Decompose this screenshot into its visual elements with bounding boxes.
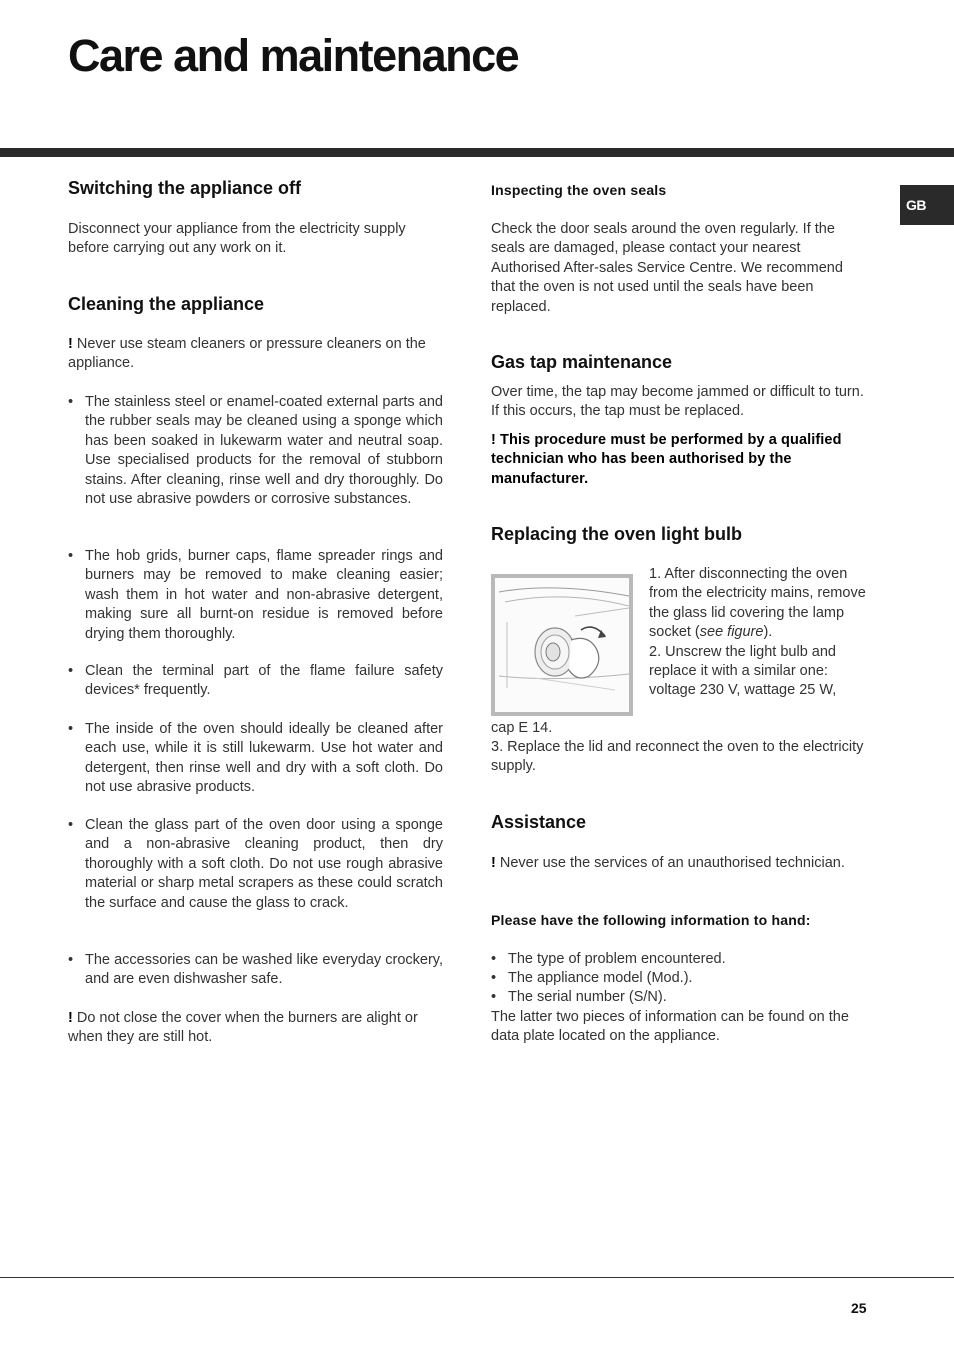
bulb-step-1: 1. After disconnecting the oven from the electricity mains, remove the glass lid covering the lamp socket (see figure).: [649, 566, 866, 641]
oven-lamp-figure: [491, 574, 633, 716]
info-heading: Please have the following information to hand:: [491, 912, 811, 928]
gas-tap-heading: Gas tap maintenance: [491, 352, 673, 372]
assistance-closing: The latter two pieces of information can be found on the data plate located on the appliance.: [491, 1009, 849, 1045]
seals-text: Check the door seals around the oven regularly. If the seals are damaged, please contact your nearest Authorised After-sales Service Centre. We recommend that the oven is not used until the seals have been replaced.: [491, 221, 843, 315]
list-item: • The stainless steel or enamel-coated external parts and the rubber seals may be cleaned using a sponge which has been soaked in lukewarm water and neutral soap. Use specialised products for the removal of stubborn stains. After cleaning, rinse well and dry thoroughly. Do not use abrasive powders or corrosive substances.: [68, 394, 443, 508]
switching-heading: Switching the appliance off: [68, 178, 302, 198]
bulb-steps: [649, 565, 866, 701]
bullet-icon: •: [68, 952, 74, 968]
list-item: • The inside of the oven should ideally be cleaned after each use, while it is still lukewarm. Use hot water and detergent, then rinse well and dry with a soft cloth. Do not use abrasive products.: [68, 721, 443, 796]
list-item: • The accessories can be washed like everyday crockery, and are even dishwasher safe.: [68, 952, 443, 988]
list-item: • The appliance model (Mod.).: [491, 969, 866, 988]
bullet-icon: •: [68, 721, 74, 737]
list-item: • The hob grids, burner caps, flame spreader rings and burners may be removed to make cleaning easier; wash them in hot water and non-abrasive detergent, making sure all burnt-on residue is removed before drying them thoroughly.: [68, 548, 443, 642]
bullet-icon: •: [491, 970, 497, 986]
assistance-heading: Assistance: [491, 812, 587, 832]
seals-heading: Inspecting the oven seals: [491, 182, 667, 198]
list-item: • Clean the glass part of the oven door using a sponge and a non-abrasive cleaning product, then dry thoroughly with a soft cloth. Do not use rough abrasive material or sharp metal scrapers as these could scratch the surface and cause the glass to crack.: [68, 817, 443, 911]
list-item: • The type of problem encountered.: [491, 950, 866, 969]
bulb-step-2-cont: cap E 14.: [491, 720, 553, 736]
page-number: 25: [851, 1300, 867, 1316]
warning-mark: !: [68, 1010, 73, 1026]
header-rule: [0, 148, 954, 157]
assistance-warning-text: Never use the services of an unauthorised technician.: [495, 855, 845, 871]
list-item: • The serial number (S/N).: [491, 988, 866, 1007]
language-tab: GB: [900, 185, 954, 225]
warning-mark: !: [68, 336, 73, 352]
switching-text: Disconnect your appliance from the electricity supply before carrying out any work on it.: [68, 221, 406, 257]
bullet-icon: •: [68, 548, 74, 564]
closing-warning-text: Do not close the cover when the burners are alight or when they are still hot.: [68, 1010, 418, 1046]
oven-lamp-illustration: [495, 578, 629, 712]
cleaning-warning-text: Never use steam cleaners or pressure cleaners on the appliance.: [68, 336, 426, 372]
cleaning-heading: Cleaning the appliance: [68, 294, 265, 314]
bulb-step-2: 2. Unscrew the light bulb and replace it with a similar one: voltage 230 V, wattage 25 W,: [649, 643, 837, 699]
bullet-icon: •: [491, 989, 497, 1005]
list-item: • Clean the terminal part of the flame failure safety devices* frequently.: [68, 663, 443, 699]
bullet-icon: •: [68, 817, 74, 833]
gas-tap-text: Over time, the tap may become jammed or difficult to turn. If this occurs, the tap must be replaced.: [491, 384, 864, 420]
closing-warning: [68, 1009, 443, 1048]
page-title: Care and maintenance: [68, 30, 519, 81]
bullet-icon: •: [491, 951, 497, 967]
footer-rule: [0, 1277, 954, 1278]
bulb-step-3: 3. Replace the lid and reconnect the oven to the electricity supply.: [491, 739, 864, 775]
warning-mark: !: [491, 855, 496, 871]
gas-tap-warning: ! This procedure must be performed by a qualified technician who has been authorised by the manufacturer.: [491, 432, 842, 487]
cleaning-warning: [68, 335, 443, 374]
bullet-icon: •: [68, 394, 74, 410]
bulb-heading: Replacing the oven light bulb: [491, 524, 743, 544]
assistance-warning: [491, 854, 866, 873]
bullet-icon: •: [68, 663, 74, 679]
see-figure-ref: see figure: [699, 624, 764, 641]
